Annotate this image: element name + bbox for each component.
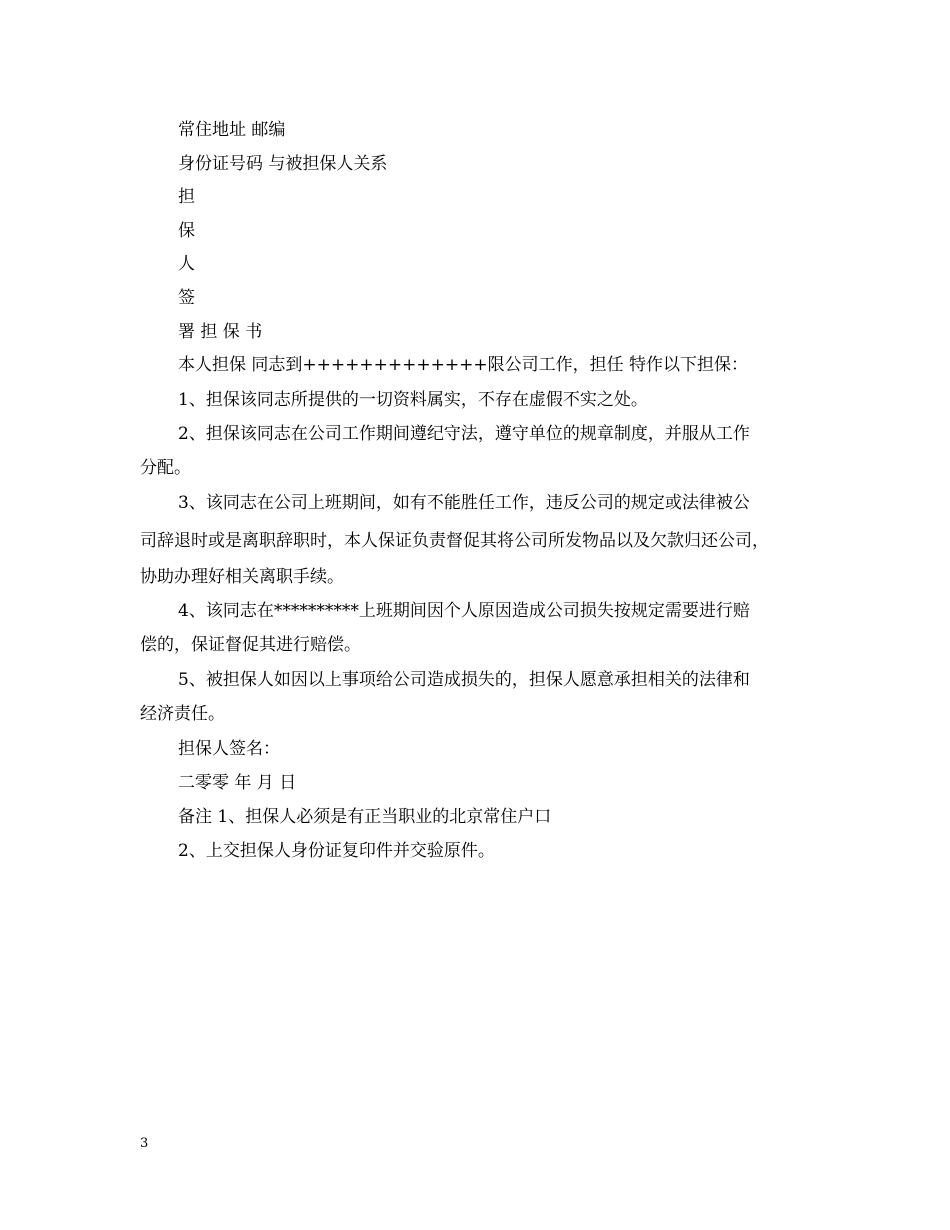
guarantor-signature-label: 担保人签名：: [178, 739, 280, 759]
remark-1: 备注 1、担保人必须是有正当职业的北京常住户口: [178, 807, 552, 827]
clause-5-line-1: 5、被担保人如因以上事项给公司造成损失的，担保人愿意承担相关的法律和: [178, 670, 750, 690]
clause-1: 1、担保该同志所提供的一切资料属实，不存在虚假不实之处。: [178, 390, 648, 410]
address-postcode-line: 常住地址 邮编: [178, 120, 286, 140]
signature-vertical-char-4: 签: [178, 288, 195, 308]
signature-vertical-char-1: 担: [178, 187, 195, 207]
clause-5-line-2: 经济责任。: [140, 704, 225, 724]
clause-3-line-3: 协助办理好相关离职手续。: [140, 567, 344, 587]
clause-2-line-2: 分配。: [140, 458, 191, 478]
clause-2-line-1: 2、担保该同志在公司工作期间遵纪守法，遵守单位的规章制度，并服从工作: [178, 424, 750, 444]
clause-3-line-2: 司辞退时或是离职辞职时，本人保证负责督促其将公司所发物品以及欠款归还公司，: [140, 531, 769, 551]
page-number: 3: [140, 1136, 149, 1151]
remark-2: 2、上交担保人身份证复印件并交验原件。: [178, 841, 495, 861]
document-title-line: 署 担 保 书: [178, 322, 263, 342]
signature-vertical-char-3: 人: [178, 254, 195, 274]
clause-4-line-2: 偿的，保证督促其进行赔偿。: [140, 635, 361, 655]
signature-vertical-char-2: 保: [178, 221, 195, 241]
clause-4-line-1: 4、该同志在**********上班期间因个人原因造成公司损失按规定需要进行赔: [178, 601, 750, 621]
date-line: 二零零 年 月 日: [178, 773, 297, 793]
clause-3-line-1: 3、该同志在公司上班期间，如有不能胜任工作，违反公司的规定或法律被公: [178, 493, 750, 513]
id-relation-line: 身份证号码 与被担保人关系: [178, 154, 388, 174]
guarantee-intro: 本人担保 同志到+++++++++++++限公司工作，担任 特作以下担保：: [178, 355, 748, 375]
